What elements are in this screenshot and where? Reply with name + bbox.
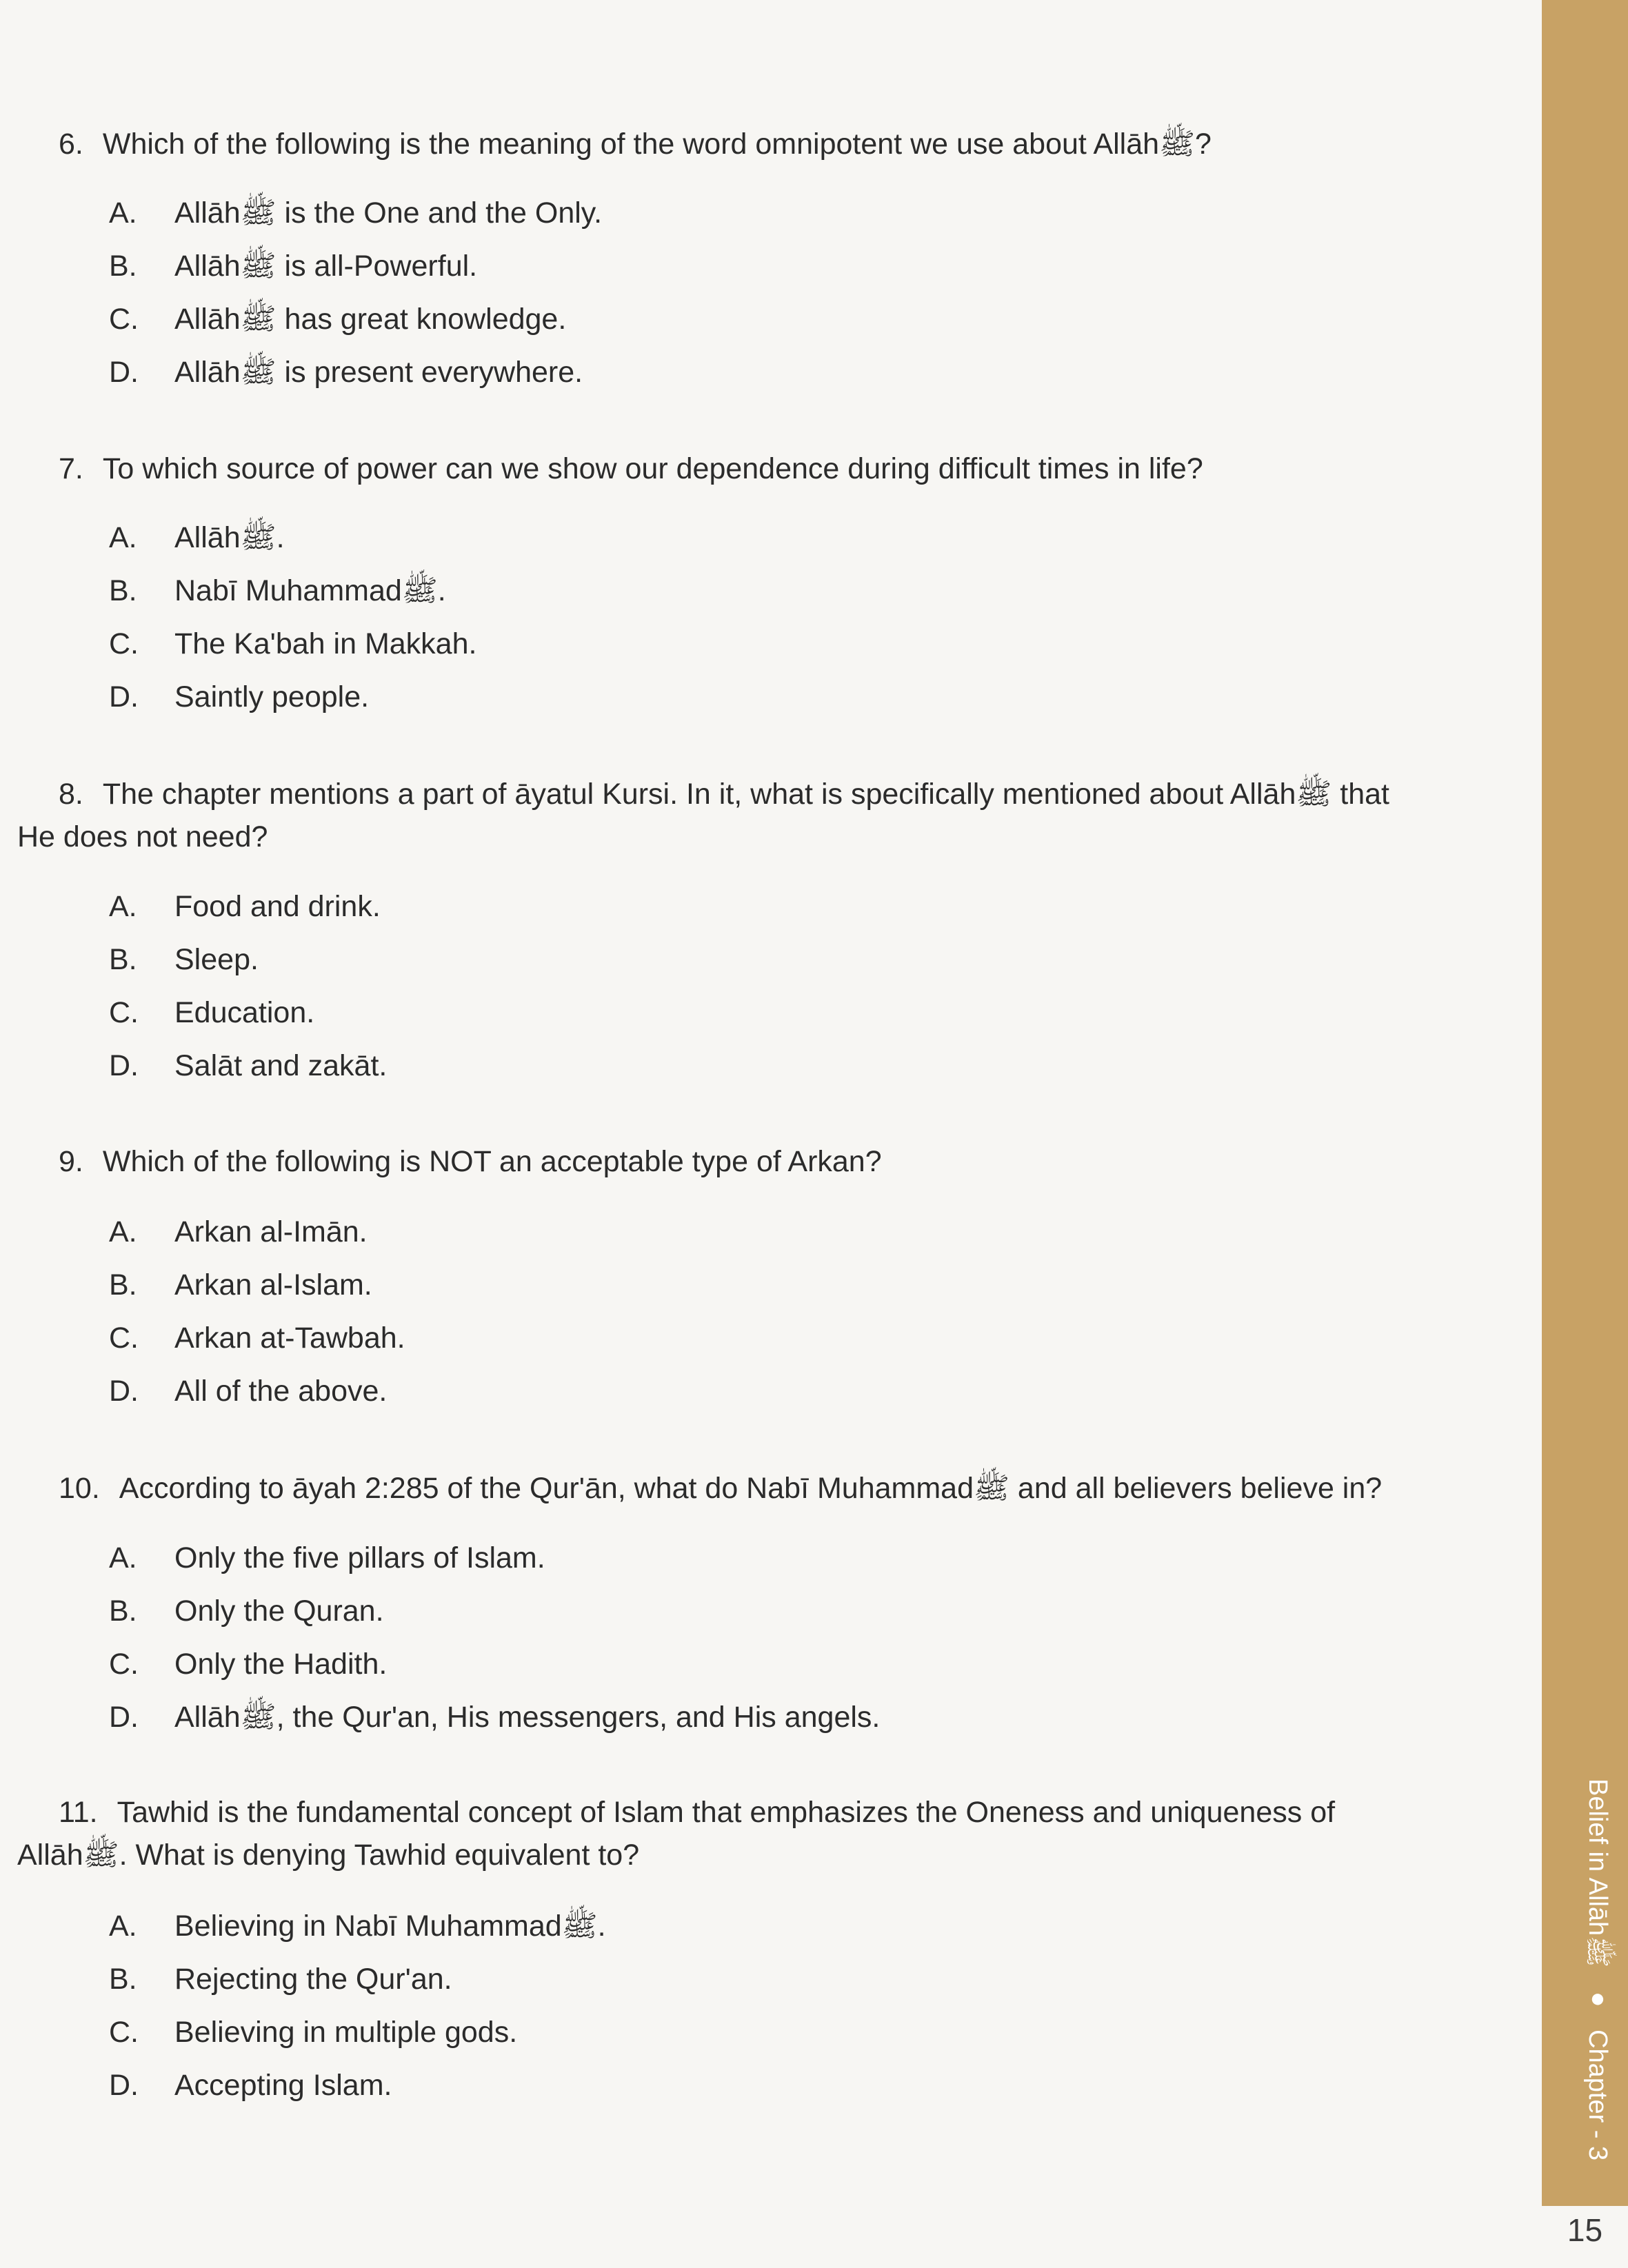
option-letter: B. <box>109 943 137 976</box>
option-text: Believing in multiple gods. <box>174 2016 518 2049</box>
bullet-separator: ● <box>1583 1984 1612 2014</box>
option-text: All of the above. <box>174 1375 388 1408</box>
question-text: The chapter mentions a part of āyatul Kursi. In it, what is specifically mentioned about Allāhﷺ that <box>102 778 1389 811</box>
question-text: To which source of power can we show our dependence during difficult times in life? <box>102 452 1203 485</box>
option-text: Allāhﷺ is the One and the Only. <box>174 196 603 230</box>
option-text: Arkan al-Imān. <box>174 1215 368 1248</box>
option-text: Accepting Islam. <box>174 2069 392 2102</box>
question-text: Tawhid is the fundamental concept of Islam that emphasizes the Oneness and uniqueness of <box>117 1796 1336 1829</box>
option-letter: A. <box>109 521 137 554</box>
question-8-continued: He does not need? <box>17 820 268 853</box>
option-letter: D. <box>109 2069 139 2102</box>
option-text: Arkan al-Islam. <box>174 1268 372 1302</box>
page-number: 15 <box>1567 2212 1603 2248</box>
question-text: Which of the following is NOT an acceptable type of Arkan? <box>102 1145 882 1178</box>
chapter-topic: Belief in Allāhﷺ <box>1583 1779 1612 1968</box>
option-text: Allāhﷺ is all-Powerful. <box>174 250 478 283</box>
option-text: Believing in Nabī Muhammadﷺ. <box>174 1910 606 1943</box>
option-letter: A. <box>109 1910 137 1943</box>
option-text: Only the Hadith. <box>174 1648 388 1681</box>
chapter-label <box>1555 1779 1617 2160</box>
question-text: Which of the following is the meaning of the word omnipotent we use about Allāhﷺ? <box>102 128 1212 161</box>
option-letter: D. <box>109 1049 139 1082</box>
option-letter: C. <box>109 1322 139 1355</box>
option-letter: C. <box>109 627 139 660</box>
option-letter: B. <box>109 1594 137 1628</box>
option-text: Nabī Muhammadﷺ. <box>174 574 446 607</box>
option-text: Only the five pillars of Islam. <box>174 1541 545 1575</box>
question-11-continued: Allāhﷺ. What is denying Tawhid equivalent to? <box>17 1839 640 1872</box>
option-text: Saintly people. <box>174 680 370 713</box>
option-letter: A. <box>109 890 137 923</box>
question-number: 9. <box>59 1145 83 1178</box>
option-letter: D. <box>109 356 139 389</box>
option-letter: A. <box>109 196 137 230</box>
option-letter: B. <box>109 574 137 607</box>
option-text: Allāhﷺ. <box>174 521 285 554</box>
option-letter: D. <box>109 1375 139 1408</box>
option-text: Only the Quran. <box>174 1594 384 1628</box>
option-text: Food and drink. <box>174 890 381 923</box>
question-number: 7. <box>59 452 83 485</box>
question-8 <box>59 772 1389 816</box>
option-letter: B. <box>109 250 137 283</box>
option-letter: A. <box>109 1215 137 1248</box>
option-letter: C. <box>109 2016 139 2049</box>
question-11 <box>59 1790 1335 1834</box>
option-letter: C. <box>109 303 139 336</box>
question-number: 6. <box>59 128 83 161</box>
option-text: Allāhﷺ has great knowledge. <box>174 303 567 336</box>
option-letter: D. <box>109 1701 139 1734</box>
question-number: 10. <box>59 1472 100 1505</box>
option-text: Sleep. <box>174 943 259 976</box>
option-letter: D. <box>109 680 139 713</box>
option-text: Salāt and zakāt. <box>174 1049 388 1082</box>
question-9 <box>59 1140 882 1184</box>
option-letter: C. <box>109 996 139 1029</box>
question-text: According to āyah 2:285 of the Qur'ān, what do Nabī Muhammadﷺ and all believers believe in? <box>119 1472 1383 1505</box>
option-text: Arkan at-Tawbah. <box>174 1322 405 1355</box>
question-7 <box>59 447 1203 491</box>
option-text: Rejecting the Qur'an. <box>174 1963 452 1996</box>
question-number: 8. <box>59 778 83 811</box>
option-text: The Ka'bah in Makkah. <box>174 627 477 660</box>
question-number: 11. <box>59 1796 98 1829</box>
option-text: Allāhﷺ, the Qur'an, His messengers, and His angels. <box>174 1701 881 1734</box>
question-6 <box>59 122 1212 166</box>
option-letter: B. <box>109 1268 137 1302</box>
option-text: Allāhﷺ is present everywhere. <box>174 356 583 389</box>
option-letter: B. <box>109 1963 137 1996</box>
option-letter: A. <box>109 1541 137 1575</box>
question-10 <box>59 1466 1382 1510</box>
option-text: Education. <box>174 996 315 1029</box>
chapter-number: Chapter - 3 <box>1583 2029 1612 2161</box>
option-letter: C. <box>109 1648 139 1681</box>
